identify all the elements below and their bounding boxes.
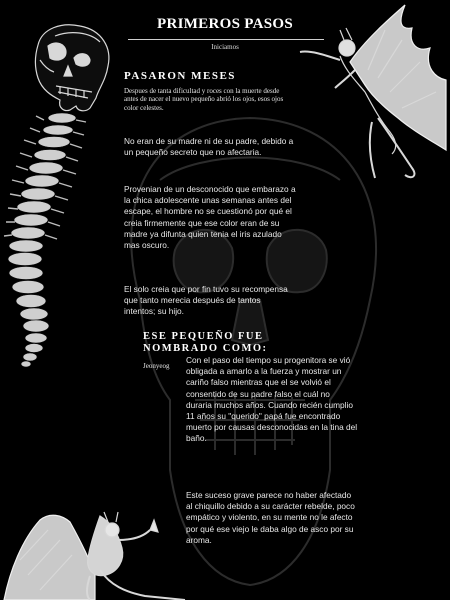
page-subtitle: Iniciamos	[211, 43, 239, 51]
paragraph-4: Con el paso del tiempo su progenitora se vió obligada a amarlo a la fuerza y mostrar un cariño falso mientras que el se volvió el consentido de su padre falso el cuál no duraria muchos años. Cuando recién cumplio 11 años su "querido" papá fue encontrado muerto por causas desconocidas en la tina del baño.	[186, 355, 358, 444]
section-heading-pasaron-meses: PASARON MESES	[124, 70, 236, 82]
winged-demon-bottom-left-icon	[4, 512, 185, 600]
paragraph-3: El solo creia que por fin tuvo su recompensa que tanto merecia después de tantos intentos; su hijo.	[124, 284, 288, 317]
paragraph-1: No eran de su madre ni de su padre, debido a un pequeño secreto que no afectaria.	[124, 136, 294, 158]
paragraph-2: Provenian de un desconocido que embarazo a la chica adolescente unas semanas antes del escape, el hombre no se cuestionó por qué el creia firmemente que ese color eran de su madre ya difunta quien tenia el iris azulado mas oscuro.	[124, 184, 296, 251]
spine-icon	[8, 113, 76, 367]
paragraph-5: Este suceso grave parece no haber afectado al chiquillo debido a su carácter rebelde, poco empático y violento, en su mente no le afecto por qué ese viejo le daba algo de asco por su aroma.	[186, 490, 355, 545]
section-intro: Despues de tanta dificultad y roces con la muerte desde antes de nacer el nuevo pequeño abrió los ojos, esos ojos color celestes.	[124, 87, 284, 112]
skull-spine-icon	[35, 25, 109, 111]
section-heading-nombrado: ESE PEQUEÑO FUE NOMBRADO COMO:	[143, 331, 268, 354]
character-name: Jeonyeog	[143, 362, 170, 370]
page-title: PRIMEROS PASOS	[156, 16, 294, 32]
title-divider	[128, 39, 324, 40]
